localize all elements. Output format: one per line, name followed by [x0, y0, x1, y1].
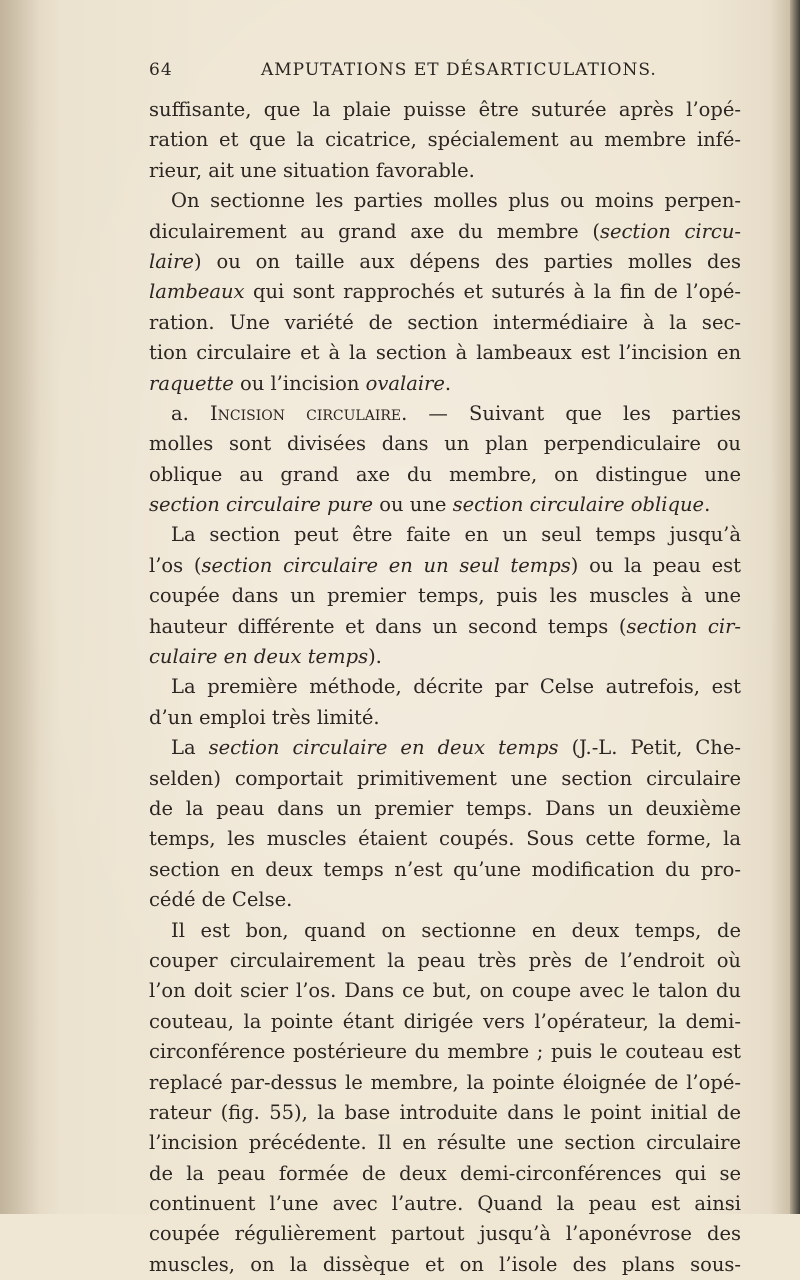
text-line: Il est bon, quand on sectionne en deux temps, de — [171, 918, 741, 942]
text-line: replacé par-dessus le membre, la pointe éloignée de l’opé- — [149, 1070, 741, 1094]
page-header — [149, 60, 741, 88]
text-line — [149, 551, 741, 581]
text-run: ou l’incision — [233, 371, 366, 395]
text-line: couteau, la pointe étant dirigée vers l’opérateur, la demi- — [149, 1009, 741, 1033]
text-run: ) ou la peau est — [570, 553, 742, 577]
text-line: tion circulaire et à la section à lambeaux est l’incision en — [149, 341, 741, 365]
text-line: oblique au grand axe du membre, on distingue une — [149, 462, 741, 486]
text-line: rateur (fig. 55), la base introduite dans le point initial de — [149, 1100, 741, 1124]
section-heading: Incision circulaire — [209, 401, 402, 425]
text-line: de la peau dans un premier temps. Dans un deuxième — [149, 796, 741, 820]
text-run: a. — [171, 401, 210, 425]
text-line — [149, 277, 741, 307]
text-run: ) ou on taille aux dépens des parties molles des — [193, 249, 741, 273]
text-line: circonférence postérieure du membre ; puis le couteau est — [149, 1040, 741, 1064]
text-line — [149, 642, 741, 672]
text-line: coupée dans un premier temps, puis les muscles à une — [149, 584, 741, 608]
text-run: (J.-L. Petit, Che- — [558, 736, 741, 760]
italic-term: laire — [149, 249, 194, 273]
text-line: ration. Une variété de section intermédiaire à la sec- — [149, 310, 741, 334]
text-line: section en deux temps n’est qu’une modification du pro- — [149, 857, 741, 881]
italic-term: section circulaire oblique — [452, 493, 705, 517]
text-run: . — Suivant que les parties — [401, 401, 741, 425]
text-line: continuent l’une avec l’autre. Quand la peau est ainsi — [149, 1192, 741, 1216]
body-text — [149, 95, 741, 1280]
italic-term: lambeaux — [149, 280, 245, 304]
italic-term: section circulaire en deux temps — [208, 736, 559, 760]
text-line — [149, 733, 741, 763]
text-line — [149, 247, 741, 277]
text-line: La section peut être faite en un seul temps jusqu’à — [171, 523, 741, 547]
text-run: ou une — [373, 493, 453, 517]
text-run: qui sont rapprochés et suturés à la fin de l’opé- — [244, 280, 741, 304]
text-line: molles sont divisées dans un plan perpendiculaire ou — [149, 432, 741, 456]
text-run: La — [171, 736, 209, 760]
text-run: . — [704, 493, 711, 517]
text-line: coupée régulièrement partout jusqu’à l’aponévrose des — [149, 1222, 741, 1246]
italic-term: raquette — [149, 371, 234, 395]
text-line: couper circulairement la peau très près de l’endroit où — [149, 948, 741, 972]
text-line: ration et que la cicatrice, spécialement au membre infé- — [149, 128, 741, 152]
italic-term: ovalaire — [365, 371, 445, 395]
text-line — [149, 217, 741, 247]
page-gutter-shadow — [0, 0, 40, 1214]
text-line — [149, 369, 741, 399]
section-heading-line — [149, 399, 741, 429]
running-title: AMPUTATIONS ET DÉSARTICULATIONS. — [261, 60, 657, 80]
text-line: d’un emploi très limité. — [149, 705, 380, 729]
page-number: 64 — [149, 60, 173, 80]
text-line: temps, les muscles étaient coupés. Sous cette forme, la — [149, 827, 741, 851]
italic-term: section circu- — [599, 219, 741, 243]
italic-term: section circulaire pure — [149, 493, 374, 517]
italic-term: section circulaire en un seul temps — [201, 553, 571, 577]
italic-term: culaire en deux temps — [149, 645, 369, 669]
text-line: rieur, ait une situation favorable. — [149, 158, 475, 182]
text-line: cédé de Celse. — [149, 888, 293, 912]
text-run: diculairement au grand axe du membre ( — [149, 219, 600, 243]
text-line: l’incision précédente. Il en résulte une section circulaire — [149, 1131, 741, 1155]
text-line — [149, 490, 741, 520]
text-run: l’os ( — [149, 553, 202, 577]
text-line — [149, 612, 741, 642]
text-line: La première méthode, décrite par Celse autrefois, est — [171, 675, 741, 699]
page-edge — [790, 0, 800, 1214]
text-line: suffisante, que la plaie puisse être suturée après l’opé- — [149, 98, 741, 121]
italic-term: section cir- — [626, 614, 741, 638]
text-line: selden) comportait primitivement une section circulaire — [149, 766, 741, 790]
text-line: de la peau formée de deux demi-circonférences qui se — [149, 1161, 741, 1185]
text-line: l’on doit scier l’os. Dans ce but, on coupe avec le talon du — [149, 979, 741, 1003]
text-run: . — [444, 371, 452, 395]
text-line: On sectionne les parties molles plus ou moins perpen- — [171, 189, 741, 213]
text-run: ). — [368, 645, 382, 669]
text-line: muscles, on la dissèque et on l’isole des plans sous- — [149, 1252, 741, 1276]
text-run: hauteur différente et dans un second temps ( — [149, 614, 627, 638]
